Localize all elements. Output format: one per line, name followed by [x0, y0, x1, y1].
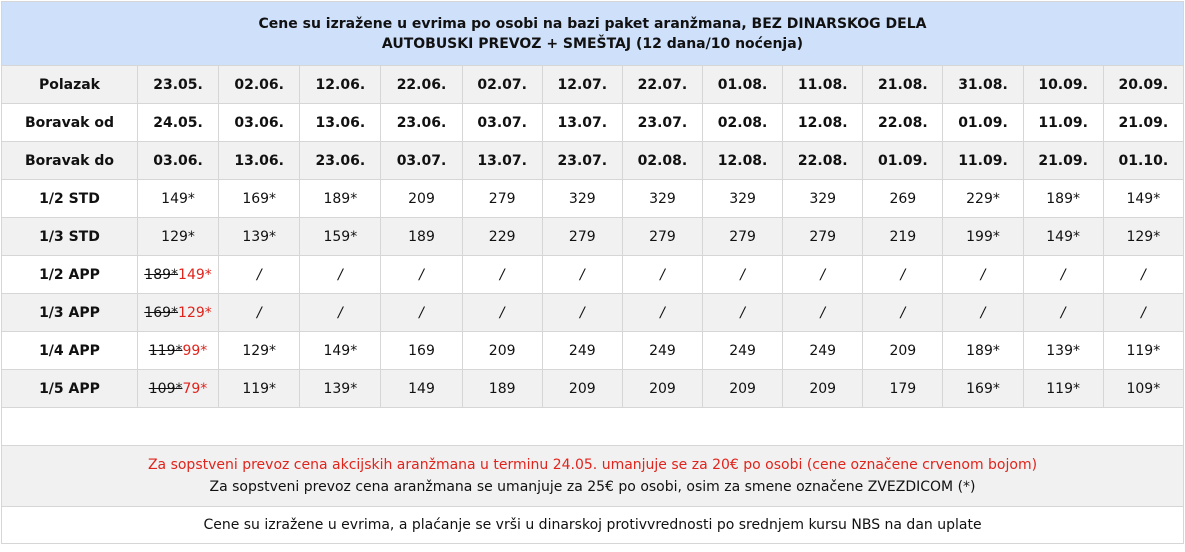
table-cell: /: [462, 256, 542, 294]
table-cell: /: [542, 294, 622, 332]
promo-price: 79*: [182, 380, 208, 397]
table-cell: 13.06.: [219, 142, 300, 180]
table-cell: 149*: [1103, 180, 1183, 218]
table-row: [2, 104, 1184, 142]
table-cell: 169: [381, 332, 462, 370]
table-cell: 329: [542, 180, 622, 218]
table-cell: 189*: [1023, 180, 1103, 218]
table-cell: 22.08.: [863, 104, 943, 142]
table-cell: 139*: [1023, 332, 1103, 370]
table-cell: 02.08.: [622, 142, 702, 180]
table-cell: 209: [783, 370, 863, 408]
table-row: [2, 332, 1184, 370]
table-cell: 02.08.: [703, 104, 783, 142]
table-cell: 11.09.: [1023, 104, 1103, 142]
footer-text: Cene su izražene u evrima, a plaćanje se vrši u dinarskoj protivvrednosti po srednjem kursu NBS na dan uplate: [2, 507, 1184, 544]
table-cell: 11.08.: [783, 66, 863, 104]
table-cell: 119*: [1103, 332, 1183, 370]
table-cell: 229*: [943, 180, 1023, 218]
table-cell: /: [219, 294, 300, 332]
table-cell: 139*: [300, 370, 381, 408]
table-cell: 01.08.: [703, 66, 783, 104]
table-cell: 119*: [219, 370, 300, 408]
table-cell: 189*: [300, 180, 381, 218]
row-label: Polazak: [2, 66, 138, 104]
table-cell: 03.07.: [381, 142, 462, 180]
row-label: 1/2 STD: [2, 180, 138, 218]
table-row: [2, 294, 1184, 332]
table-cell: /: [863, 294, 943, 332]
table-cell: 22.06.: [381, 66, 462, 104]
old-price: 119*: [148, 342, 183, 359]
promo-price: 149*: [178, 266, 212, 283]
table-cell: 12.08.: [783, 104, 863, 142]
price-table: [1, 1, 1184, 544]
table-cell: 22.07.: [622, 66, 702, 104]
table-header-row: [2, 2, 1184, 66]
table-cell: 01.09.: [943, 104, 1023, 142]
row-label: Boravak od: [2, 104, 138, 142]
table-cell: 249: [542, 332, 622, 370]
promo-price-cell: [137, 370, 218, 408]
table-cell: 329: [703, 180, 783, 218]
table-cell: /: [783, 294, 863, 332]
table-cell: 159*: [300, 218, 381, 256]
table-cell: 12.08.: [703, 142, 783, 180]
table-cell: /: [863, 256, 943, 294]
table-cell: 23.06.: [381, 104, 462, 142]
table-cell: 209: [622, 370, 702, 408]
table-cell: 21.09.: [1023, 142, 1103, 180]
table-cell: 109*: [1103, 370, 1183, 408]
table-cell: 219: [863, 218, 943, 256]
table-cell: 139*: [219, 218, 300, 256]
table-cell: 20.09.: [1103, 66, 1183, 104]
footer-row: [2, 507, 1184, 544]
table-cell: 189: [462, 370, 542, 408]
table-cell: 279: [542, 218, 622, 256]
table-cell: 129*: [1103, 218, 1183, 256]
table-header: [2, 2, 1184, 66]
table-cell: /: [943, 256, 1023, 294]
note-row: [2, 446, 1184, 507]
table-cell: 12.07.: [542, 66, 622, 104]
table-cell: 03.06.: [219, 104, 300, 142]
table-cell: 209: [542, 370, 622, 408]
spacer-row: [2, 408, 1184, 446]
table-cell: 119*: [1023, 370, 1103, 408]
table-cell: 01.10.: [1103, 142, 1183, 180]
spacer-cell: [2, 408, 1184, 446]
table-cell: /: [1023, 256, 1103, 294]
table-cell: /: [622, 256, 702, 294]
table-cell: /: [703, 294, 783, 332]
table-cell: /: [1023, 294, 1103, 332]
table-cell: 129*: [219, 332, 300, 370]
table-cell: 13.07.: [542, 104, 622, 142]
table-cell: 329: [783, 180, 863, 218]
table-cell: 22.08.: [783, 142, 863, 180]
table-cell: 229: [462, 218, 542, 256]
table-row: [2, 180, 1184, 218]
table-cell: 189: [381, 218, 462, 256]
table-cell: /: [1103, 294, 1183, 332]
table-cell: 01.09.: [863, 142, 943, 180]
table-cell: /: [219, 256, 300, 294]
row-label: 1/3 STD: [2, 218, 138, 256]
table-row: [2, 142, 1184, 180]
table-cell: 179: [863, 370, 943, 408]
table-cell: 03.07.: [462, 104, 542, 142]
table-cell: /: [542, 256, 622, 294]
table-cell: 149*: [300, 332, 381, 370]
table-cell: 02.06.: [219, 66, 300, 104]
table-row: [2, 66, 1184, 104]
table-cell: 279: [783, 218, 863, 256]
table-cell: 209: [381, 180, 462, 218]
table-cell: 169*: [943, 370, 1023, 408]
table-cell: 149*: [1023, 218, 1103, 256]
note-cell: [2, 446, 1184, 507]
table-cell: /: [783, 256, 863, 294]
row-label: 1/5 APP: [2, 370, 138, 408]
row-label: Boravak do: [2, 142, 138, 180]
old-price: 169*: [144, 304, 179, 321]
header-line-2: AUTOBUSKI PREVOZ + SMEŠTAJ (12 dana/10 noćenja): [381, 35, 804, 52]
table-cell: /: [622, 294, 702, 332]
table-cell: 23.06.: [300, 142, 381, 180]
old-price: 109*: [148, 380, 183, 397]
table-cell: /: [300, 294, 381, 332]
table-cell: 329: [622, 180, 702, 218]
table-row: [2, 218, 1184, 256]
table-cell: 279: [462, 180, 542, 218]
table-cell: /: [300, 256, 381, 294]
promo-price-cell: [137, 332, 218, 370]
table-cell: 169*: [219, 180, 300, 218]
table-cell: 24.05.: [137, 104, 218, 142]
promo-price-cell: [137, 294, 218, 332]
old-price: 189*: [144, 266, 179, 283]
table-cell: 23.05.: [137, 66, 218, 104]
table-cell: /: [381, 294, 462, 332]
table-cell: 249: [703, 332, 783, 370]
table-cell: 12.06.: [300, 66, 381, 104]
table-cell: 21.08.: [863, 66, 943, 104]
table-cell: 209: [462, 332, 542, 370]
table-cell: 209: [863, 332, 943, 370]
promo-price: 99*: [182, 342, 208, 359]
promo-price-cell: [137, 256, 218, 294]
table-cell: 11.09.: [943, 142, 1023, 180]
table-cell: 129*: [137, 218, 218, 256]
table-cell: 149*: [137, 180, 218, 218]
table-cell: 279: [622, 218, 702, 256]
note-black-text: Za sopstveni prevoz cena aranžmana se umanjuje za 25€ po osobi, osim za smene označene ZVEZDICOM (*): [209, 479, 976, 495]
row-label: 1/4 APP: [2, 332, 138, 370]
table-body: [2, 66, 1184, 408]
table-cell: 249: [622, 332, 702, 370]
row-label: 1/3 APP: [2, 294, 138, 332]
row-label: 1/2 APP: [2, 256, 138, 294]
table-cell: 13.07.: [462, 142, 542, 180]
table-cell: /: [462, 294, 542, 332]
table-cell: 21.09.: [1103, 104, 1183, 142]
table-cell: 209: [703, 370, 783, 408]
table-cell: 269: [863, 180, 943, 218]
table-cell: 199*: [943, 218, 1023, 256]
table-cell: /: [1103, 256, 1183, 294]
note-red-text: Za sopstveni prevoz cena akcijskih aranžmana u terminu 24.05. umanjuje se za 20€ po osobi (cene označene crvenom bojom): [147, 457, 1038, 473]
table-cell: 13.06.: [300, 104, 381, 142]
table-cell: 149: [381, 370, 462, 408]
table-cell: /: [943, 294, 1023, 332]
table-cell: 10.09.: [1023, 66, 1103, 104]
table-cell: 249: [783, 332, 863, 370]
table-cell: /: [703, 256, 783, 294]
table-cell: 03.06.: [137, 142, 218, 180]
header-line-1: Cene su izražene u evrima po osobi na bazi paket aranžmana, BEZ DINARSKOG DELA: [258, 15, 927, 32]
table-row: [2, 370, 1184, 408]
table-cell: 189*: [943, 332, 1023, 370]
table-cell: 31.08.: [943, 66, 1023, 104]
table-cell: 279: [703, 218, 783, 256]
table-cell: 23.07.: [542, 142, 622, 180]
table-cell: 02.07.: [462, 66, 542, 104]
promo-price: 129*: [178, 304, 212, 321]
table-row: [2, 256, 1184, 294]
table-cell: 23.07.: [622, 104, 702, 142]
table-cell: /: [381, 256, 462, 294]
